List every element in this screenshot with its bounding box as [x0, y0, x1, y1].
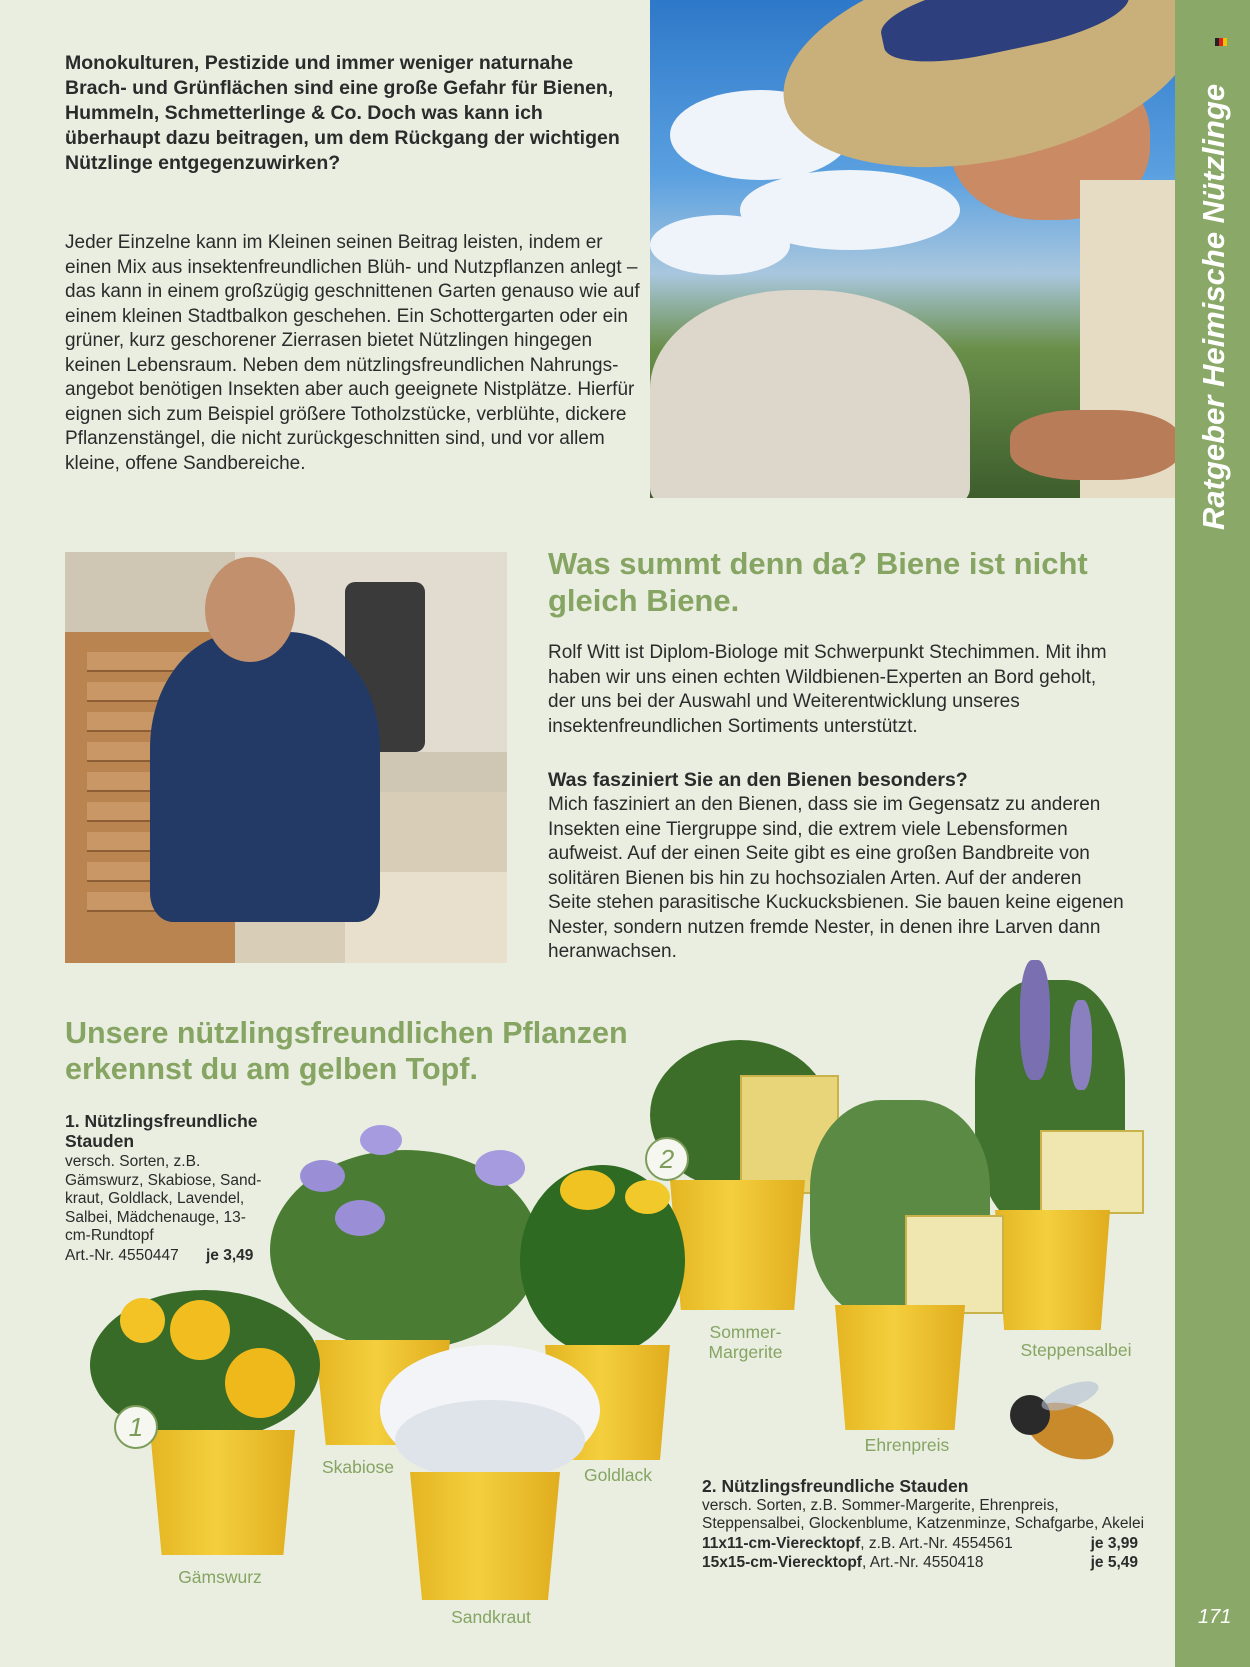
label-steppensalbei: Steppensalbei: [1020, 1340, 1132, 1360]
product2-variant1-art: , z.B. Art.-Nr. 4554561: [860, 1535, 1013, 1552]
product1-price: je 3,49: [206, 1247, 254, 1264]
product2-variant2-price: je 5,49: [1090, 1554, 1138, 1571]
photo-expert-with-net: [650, 0, 1175, 498]
page-number: 171: [1198, 1606, 1232, 1628]
product2-variant1-price: je 3,99: [1090, 1535, 1138, 1552]
product2-variant2-size: 15x15-cm-Vierecktopf: [702, 1554, 862, 1571]
product2-variant2-art: , Art.-Nr. 4550418: [861, 1554, 984, 1571]
product2-variant1-size: 11x11-cm-Vierecktopf: [702, 1535, 861, 1552]
label-goldlack: Goldlack: [583, 1465, 653, 1485]
product1-description: versch. Sorten, z.B. Gämswurz, Skabiose, Sandkraut, Goldlack, Lavendel, Salbei, Mädchenauge, 13-cm-Rundtopf: [65, 1153, 262, 1244]
label-sandkraut: Sandkraut: [451, 1607, 531, 1627]
product1-article-number: Art.-Nr. 4550447: [65, 1247, 179, 1264]
sidebar-title: Ratgeber Heimische Nützlinge: [1196, 83, 1231, 530]
label-skabiose: Skabiose: [322, 1457, 394, 1477]
plants-heading: Unsere nützlingsfreundlichen Pflanzen erkennst du am gelben Topf.: [65, 1016, 628, 1086]
interview-title: Was summt denn da? Biene ist nicht gleich Biene.: [548, 546, 1088, 618]
label-sommer-margerite: Sommer-Margerite: [708, 1322, 783, 1362]
label-ehrenpreis: Ehrenpreis: [864, 1435, 950, 1455]
flag-icon: [1215, 33, 1227, 41]
photo-lab-microscope: [65, 552, 507, 963]
product2-description: versch. Sorten, z.B. Sommer-Margerite, Ehrenpreis, Steppensalbei, Glockenblume, Katzenminze, Schafgarbe, Akelei: [702, 1497, 1145, 1532]
product2-title: 2. Nützlingsfreundliche Stauden: [702, 1476, 969, 1496]
label-gaemswurz: Gämswurz: [178, 1567, 262, 1587]
interview-intro: Rolf Witt ist Diplom-Biologe mit Schwerpunkt Stechimmen. Mit ihm haben wir uns einen echten Wildbienen-Experten an Bord geholt, der uns bei der Auswahl und Weiterentwicklung unseres insektenfreundlichen Sortiments unterstützt.: [548, 642, 1107, 737]
product1-marker: 1: [114, 1405, 158, 1449]
product2-marker: 2: [645, 1137, 689, 1181]
interview-question: Was fasziniert Sie an den Bienen besonders?: [548, 769, 968, 791]
interview-answer: Mich fasziniert an den Bienen, dass sie im Gegensatz zu anderen Insekten eine Tiergruppe sind, die extrem viele Lebensformen aufweist. Auf der einen Seite gibt es eine großen Bandbreite von solitären Bienen bis hin zu hochsozialen Arten. Auf der anderen Seite stehen parasitische Kuckucksbienen. Sie bauen keine eigenen Nester, sondern nutzen fremde Nester, in denen ihre Larven dann heranwachsen.: [548, 794, 1124, 962]
intro-body: Jeder Einzelne kann im Kleinen seinen Beitrag leisten, indem er einen Mix aus insektenfreundlichen Blüh- und Nutzpflanzen anlegt – das kann in einem großzügig geschnittenen Garten genauso wie auf einem kleinen Stadtbalkon geschehen. Ein Schottergarten oder ein grüner, kurz geschorener Zierrasen bietet Nützlingen hingegen keinen Lebensraum. Neben dem nützlingsfreundlichen Nahrungsangebot benötigen Insekten aber auch geeignete Nistplätze. Hierfür eignen sich zum Beispiel größere Totholzstücke, verblühte, dickere Pflanzenstängel, die nicht zurückgeschnitten sind, und vor allem kleine, offene Sandbereiche.: [65, 232, 640, 474]
intro-lead: Monokulturen, Pestizide und immer weniger naturnahe Brach- und Grünflächen sind eine große Gefahr für Bienen, Hummeln, Schmetterlinge & Co. Doch was kann ich überhaupt dazu beitragen, um dem Rückgang der wichtigen Nützlinge entgegenzuwirken?: [65, 52, 620, 174]
product1-title: 1. Nützlingsfreundliche Stauden: [65, 1111, 258, 1151]
